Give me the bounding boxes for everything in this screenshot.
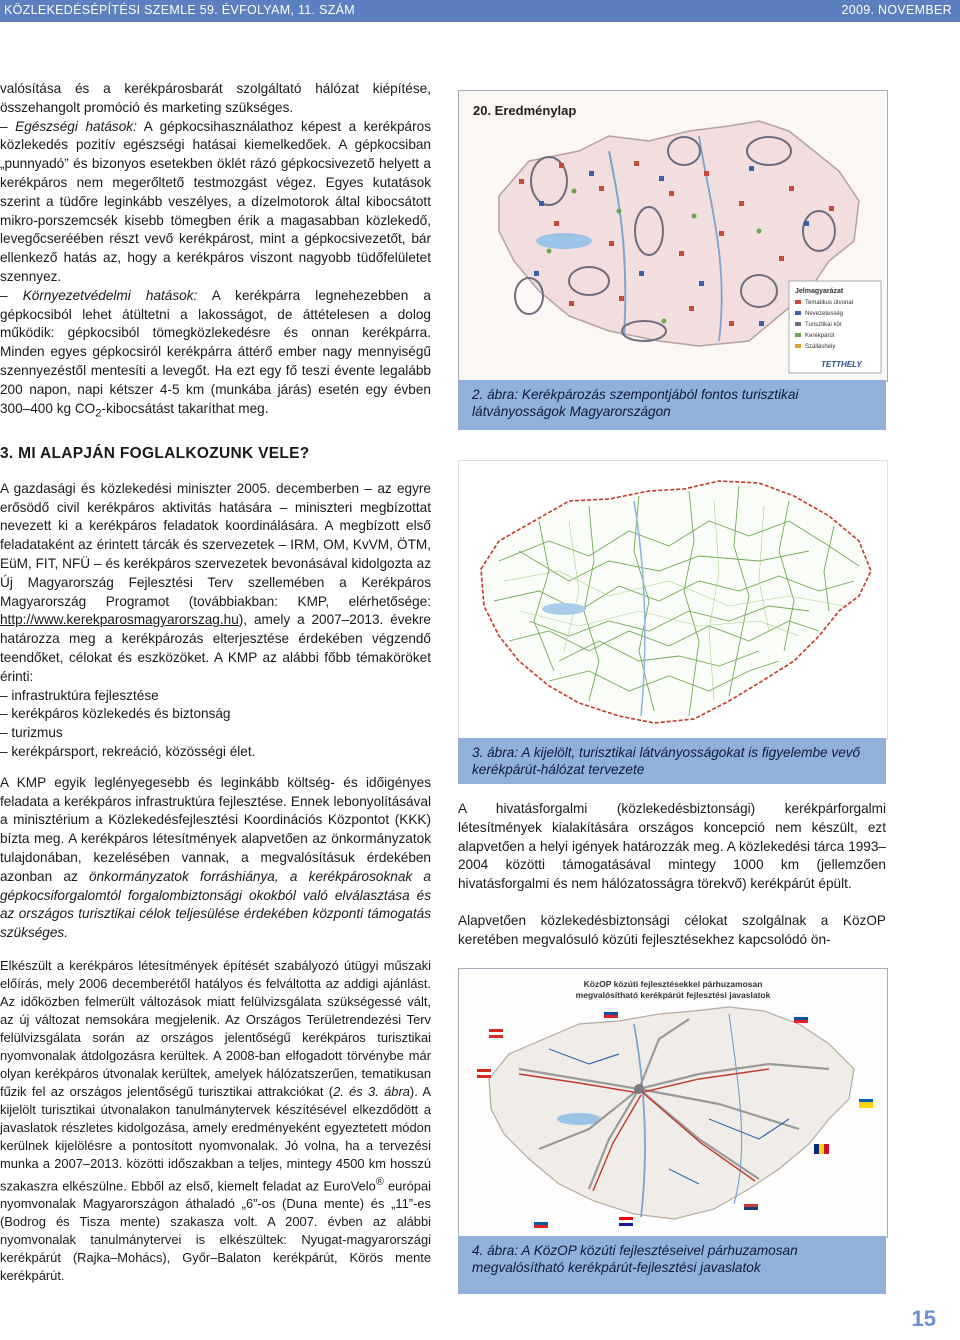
bullet-lead: Egészségi hatások:: [15, 118, 137, 134]
figure-3-caption: 3. ábra: A kijelölt, turisztikai látványosságokat is figyelembe vevő kerékpárút-hálózat tervezete: [458, 738, 886, 784]
legend-entry: Tematikus útvonal: [805, 300, 854, 306]
kmp-link[interactable]: http://www.kerekparosmagyarorszag.hu: [0, 612, 239, 628]
page-header: [0, 0, 960, 22]
bullet-environment: – Környezetvédelmi hatások: A kerékpárra legnehezebben a gépkocsiból lehet átültetni a lakosságot, de áttételesen a dolog működik: gépkocsiból tömegközlekedésre és onnan kerékpárra. Minden egyes gépkocsiról kerékpárra áttérő ember nagy mennyiségű szennyezéstől mentesíti a levegőt. Ha ezt egy fő teszi évente legalább 200 napon, napi kétszer 4-5 km (munkába járás) esetén egy évben 300–400 kg $CO_2$-kibocsátást takaríthat meg.: [0, 287, 431, 420]
list-item: – turizmus: [0, 725, 63, 741]
right-column-text: [458, 800, 886, 950]
bullet-text: A kerékpárra legnehezebben a gépkocsiból lehet átültetni a lakosságot, de áttételesen a dolog működik: gépkocsiból tömegközlekedésre és onnan kerékpárra. Minden egyes gépkocsiról kerékpárra áttérő ember nagy mennyiségű szennyezéstől mentesíti a levegőt. Ha ezt egy fő teszi évente legalább 200 napon, napi kétszer 4-5 km (munkába járás) esetén egy évben 300–400 kg CO: [0, 287, 431, 416]
map-title: 20. Eredménylap: [473, 103, 577, 118]
list-item: – infrastruktúra fejlesztése: [0, 687, 159, 703]
paragraph-italic: önkormányzatok forráshiánya, a kerékpárosoknak a gépkocsiforgalomtól forgalombiztonsági okokból való elválasztása és az országos turisztikai célok teljesülése érdekében központi támogatás szükséges.: [0, 868, 431, 941]
figure-3: [458, 460, 888, 740]
list-item-text: kerékpársport, rekreáció, közösségi élet.: [11, 744, 256, 760]
list-item-text: turizmus: [11, 725, 63, 741]
paragraph-text: ). A kijelölt turisztikai útvonalakon tanulmánytervek készítésével elkezdődött a javaslatok részletes kidolgozása, amely eredményeként egyeztetett módon kerülnek kijelölésre a pontosított nyomvonalak. Jó volna, ha a tervezési munka a 2007–2013. közötti időszakban a teljes, mintegy 4500 km hosszú szakaszra elkészülne. Ebből az első, kiemelt feladat az EuroVelo: [0, 1083, 431, 1194]
map-title-line-1: KözOP közúti fejlesztésekkel párhuzamosan: [583, 979, 763, 989]
kozop-map: [459, 969, 887, 1237]
subscript: 2: [95, 407, 102, 420]
list-item-text: infrastruktúra fejlesztése: [11, 687, 159, 703]
paragraph: A hivatásforgalmi (közlekedésbiztonsági) kerékpárforgalmi létesítmények kialakítására országos koncepció nem készült, ezt alapvetően a helyi igények határozzák meg. A közlekedési tárca 1993–2004 közötti támogatásával mintegy 1000 km (jellemzően hivatásforgalmi és nem hálózatosságra törekvő) kerékpárút épült.: [458, 801, 886, 892]
figure-4-caption: 4. ábra: A KözOP közúti fejlesztéseivel párhuzamosan megvalósítható kerékpárút-fejlesztési javaslatok: [458, 1236, 886, 1294]
legend-entry: Nevezetesség: [805, 311, 844, 317]
section-heading: 3. MI ALAPJÁN FOGLALKOZUNK VELE?: [0, 445, 310, 463]
paragraph-small: [0, 957, 431, 1285]
paragraph: valósítása és a kerékpárosbarát szolgáltató hálózat kiépítése, összehangolt promóció és marketing szükséges.: [0, 81, 431, 115]
map-logo: TETTHELY: [821, 360, 862, 369]
list-item: – kerékpársport, rekreáció, közösségi élet.: [0, 744, 256, 760]
paragraph-text: ), amely a 2007–2013. évekre határozza meg a kerékpározás elterjesztése érdekében végzendő teendőket, célokat és eszközöket. A KMP az alábbi főbb témaköröket érinti:: [0, 612, 431, 684]
legend-title: Jelmagyarázat: [795, 288, 844, 295]
journal-title: KÖZLEKEDÉSÉPÍTÉSI SZEMLE 59. ÉVFOLYAM, 11. SZÁM: [4, 3, 356, 17]
figure-4: [458, 968, 888, 1238]
legend-entry: Turisztikai kör: [805, 322, 842, 328]
figure-2: [458, 90, 888, 382]
list-item-text: kerékpáros közlekedés és biztonság: [11, 706, 231, 722]
bullet-text: -kibocsátást takaríthat meg.: [101, 400, 269, 416]
paragraph-text: A KMP egyik leglényegesebb és leginkább költség- és időigényes feladata a kerékpáros infrastruktúra fejlesztése. Ennek lebonyolításával a minisztérium a Közlekedésfejlesztési Koordinációs Központot (KKK) bízta meg. A kerékpáros létesítmények alapvetően az önkormányzatok tulajdonában, kezelésében vannak, a megvalósításuk érdekében azonban az: [0, 774, 431, 884]
paragraph-text: A gazdasági és közlekedési miniszter 2005. decemberben – az egyre erősödő civil kerékpáros aktivitás hatására – miniszteri megbízottat nevezett ki a kerékpáros feladatok koordinálására. A megbízott első feladataként az érintett tárcák és szervezetek – IRM, OM, KvVM, ÖTM, EüM, FIT, NFÜ – és kerékpáros szervezetek bevonásával kidolgozta az Új Magyarország Fejlesztési Terv szellemében a Kerékpáros Magyarország Programot (továbbiakban: KMP, elérhetősége:: [0, 480, 431, 609]
paragraph: [0, 774, 431, 943]
map-title-line-2: megvalósítható kerékpárút fejlesztési javaslatok: [575, 990, 771, 1000]
registered-mark: ®: [375, 1175, 384, 1188]
figure-reference[interactable]: 2. és 3. ábra: [333, 1083, 410, 1099]
bullet-lead: Környezetvédelmi hatások:: [22, 287, 198, 303]
cycle-network-map: [459, 461, 887, 739]
paragraph: [0, 480, 431, 687]
bullet-text: A gépkocsihasználathoz képest a kerékpáros közlekedés pozitív egészségi hatásai kiemelkedőek. A gépkocsiban „punnyadó” és bizonyos esetekben öklét rázó gépkocsivezető helyett a kerékpáros nem megerőltető testmozgást végez. Egyes kutatások szerint a tüdőre leginkább veszélyes, a dízelmotorok által kibocsátott mikro-porszemcsék kisebb tömegben érik a magasabban közlekedő, levegőcseréében részt vevő kerékpárost, mint a gépkocsivezetőt, bár ellenkező hatás az, hogy a kerékpáros viszont nagyobb tüdőfelületet szennyez.: [0, 118, 431, 284]
bullet-health: – Egészségi hatások: A gépkocsihasználathoz képest a kerékpáros közlekedés pozitív egészségi hatásai kiemelkedőek. A gépkocsiban „punnyadó” és bizonyos esetekben öklét rázó gépkocsivezető helyett a kerékpáros nem megerőltető testmozgást végez. Egyes kutatások szerint a tüdőre leginkább veszélyes, a dízelmotorok által kibocsátott mikro-porszemcsék kisebb tömegben érik a magasabban közlekedő, levegőcseréében részt vevő kerékpárost, mint a gépkocsivezetőt, bár ellenkező hatás az, hogy a kerékpáros viszont nagyobb tüdőfelületet szennyez.: [0, 118, 431, 284]
page-number: 15: [911, 1306, 936, 1331]
legend-entry: Szálláshely: [805, 344, 836, 350]
list-item: – kerékpáros közlekedés és biztonság: [0, 706, 231, 722]
paragraph-text: európai nyomvonalak Magyarországon áthaladó „6”-os (Duna mente) és „11”-es (Bodrog és Tisza mente) szakasza volt. A 2007. évben az alábbi nyomvonalak tanulmánytervei is elkészültek: Nyugat-magyarországi kerékpárút (Rajka–Mohács), Győr–Balaton kerékpárút, Körös mente kerékpárút.: [0, 1178, 431, 1284]
paragraph: Alapvetően közlekedésbiztonsági célokat szolgálnak a KözOP keretében megvalósuló közúti fejlesztésekhez kapcsolódó ön-: [458, 912, 886, 947]
legend-entry: Kerékpárút: [805, 333, 835, 339]
issue-date: 2009. NOVEMBER: [841, 3, 952, 17]
tourist-attractions-map: [459, 91, 887, 381]
left-column: [0, 80, 431, 1285]
paragraph-text: Elkészült a kerékpáros létesítmények építését szabályozó útügyi műszaki előírás, mely 2006 decemberétől hatályos és felváltotta az addigi ajánlást. Az időközben felmerült változások miatt felülvizsgálata szükségessé vált, az új változat nemsokára megjelenik. Az Országos Területrendezési Terv felülvizsgálata során az országos jelentőségű kerékpáros turisztikai nyomvonalak átdolgozásra kerültek. A 2008-ban elfogadott törvénybe már olyan kerékpáros útvonalak kerültek, amelyek hálózatszerűen, tematikusan fűzik fel az országos jelentőségű turisztikai attrakciókat (: [0, 957, 431, 1099]
figure-2-caption: 2. ábra: Kerékpározás szempontjából fontos turisztikai látványosságok Magyarországon: [458, 380, 886, 430]
